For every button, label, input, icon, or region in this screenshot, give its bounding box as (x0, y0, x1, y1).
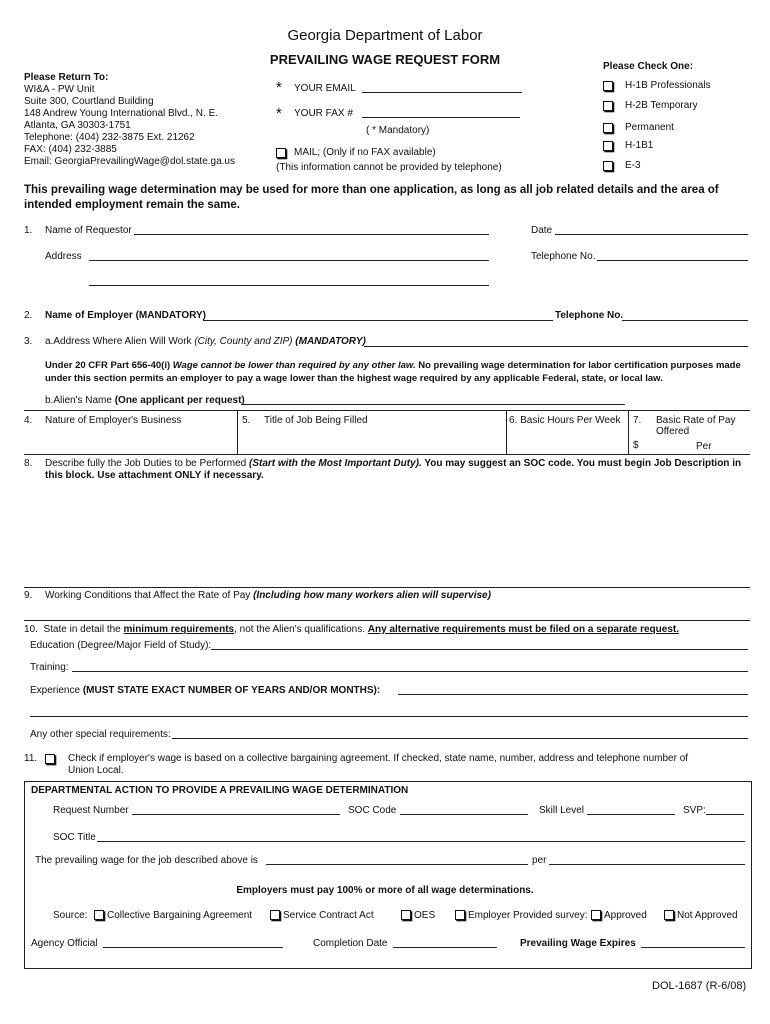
agency-official-label: Agency Official (31, 938, 98, 949)
hours-label: 6. Basic Hours Per Week (509, 415, 621, 426)
collective-bargaining-text-line-2: Union Local. (68, 765, 124, 776)
experience-label: Experience (MUST STATE EXACT NUMBER OF YEARS AND/OR MONTHS): (30, 685, 381, 696)
education-label: Education (Degree/Major Field of Study): (30, 640, 212, 651)
request-number-label: Request Number (53, 805, 129, 816)
return-line: Atlanta, GA 30303-1751 (24, 120, 131, 131)
job-title-label: Title of Job Being Filled (264, 415, 368, 426)
training-label: Training: (30, 662, 69, 673)
requestor-telephone-field[interactable] (597, 260, 748, 261)
wage-expires-field[interactable] (641, 947, 745, 948)
svp-label: SVP: (683, 805, 706, 816)
other-requirements-field[interactable] (172, 738, 748, 739)
source-service-contract[interactable]: Service Contract Act (270, 910, 374, 921)
return-line: WI&A - PW Unit (24, 84, 95, 95)
address-field-line-2[interactable] (89, 285, 489, 286)
employer-telephone-label: Telephone No. (555, 310, 624, 321)
cfr-notice-line-1: Under 20 CFR Part 656-40(i) Wage cannot be lower than required by any other law. No prevailing wage determination for labor certification purposes made (45, 360, 741, 371)
job-duties-area[interactable] (24, 483, 750, 583)
section-11-number: 11. (24, 753, 38, 764)
cfr-notice-line-2: under this section permits an employer to pay a wage lower than the highest wage required by any applicable Federal, state, or local law. (45, 373, 663, 384)
survey-not-approved[interactable]: Not Approved (664, 910, 738, 921)
soc-code-field[interactable] (400, 814, 528, 815)
box-divider (506, 410, 507, 454)
requestor-field[interactable] (134, 234, 489, 235)
address-field[interactable] (89, 260, 489, 261)
section-3-number: 3. (24, 336, 33, 347)
section-1-number: 1. (24, 225, 33, 236)
section-2-number: 2. (24, 310, 33, 321)
wage-per-field[interactable] (549, 864, 745, 865)
employer-label: Name of Employer (MANDATORY) (45, 310, 206, 321)
return-line: Email: GeorgiaPrevailingWage@dol.state.ga.us (24, 156, 235, 167)
completion-date-field[interactable] (393, 947, 497, 948)
dollar-sign: $ (633, 440, 639, 451)
box-divider (237, 410, 238, 454)
email-label: YOUR EMAIL (294, 83, 356, 94)
request-number-field[interactable] (132, 814, 340, 815)
h1b-checkbox[interactable] (603, 81, 613, 91)
prevailing-wage-label: The prevailing wage for the job described above is (35, 855, 258, 866)
experience-field-line-2[interactable] (30, 716, 748, 717)
section-10-instructions: 10. State in detail the minimum requirements, not the Alien's qualifications. Any alternative requirements must be filed on a separate request. (24, 624, 680, 635)
return-line: 148 Andrew Young International Blvd., N. E. (24, 108, 219, 119)
soc-title-field[interactable] (97, 841, 745, 842)
soc-code-label: SOC Code (348, 805, 397, 816)
box-divider (628, 410, 629, 454)
date-label: Date (531, 225, 553, 236)
alien-name-label: b.Alien's Name (One applicant per request) (45, 395, 245, 406)
h1b1-label: H-1B1 (625, 140, 654, 151)
agency-title: Georgia Department of Labor (287, 27, 483, 44)
section-8-number: 8. (24, 458, 33, 469)
requestor-telephone-label: Telephone No. (531, 251, 596, 262)
return-line: Telephone: (404) 232-3875 Ext. 21262 (24, 132, 195, 143)
wage-expires-label: Prevailing Wage Expires (520, 938, 636, 949)
rate-per-label: Per (696, 441, 712, 452)
mandatory-note: ( * Mandatory) (366, 125, 430, 136)
alien-name-field[interactable] (241, 404, 625, 405)
return-address-block (24, 72, 235, 168)
h2b-label: H-2B Temporary (625, 100, 698, 111)
permanent-label: Permanent (625, 122, 674, 133)
fax-label: YOUR FAX # (294, 108, 353, 119)
form-title: PREVAILING WAGE REQUEST FORM (269, 52, 501, 67)
payment-notice: Employers must pay 100% or more of all wage determinations. (236, 885, 534, 896)
rate-label: Basic Rate of Pay (656, 415, 736, 426)
box-bottom-rule (24, 454, 750, 455)
departmental-heading: DEPARTMENTAL ACTION TO PROVIDE A PREVAILING WAGE DETERMINATION (31, 785, 409, 796)
work-address-label: a.Address Where Alien Will Work (City, County and ZIP) (MANDATORY) (45, 336, 366, 347)
h1b1-checkbox[interactable] (603, 141, 613, 151)
collective-bargaining-checkbox[interactable] (45, 754, 55, 764)
employer-field[interactable] (203, 320, 553, 321)
section-9-top-rule (24, 587, 750, 588)
skill-level-field[interactable] (587, 814, 675, 815)
email-field[interactable] (362, 92, 522, 93)
other-requirements-label: Any other special requirements: (30, 729, 171, 740)
source-collective-bargaining[interactable]: Collective Bargaining Agreement (94, 910, 252, 921)
business-label: Nature of Employer's Business (45, 415, 182, 426)
mail-checkbox[interactable] (276, 148, 286, 158)
section-7-number: 7. (633, 415, 642, 426)
mandatory-star: * (276, 79, 282, 96)
source-label: Source: (53, 910, 88, 921)
section-4-number: 4. (24, 415, 33, 426)
education-field[interactable] (211, 649, 748, 650)
mail-note: (This information cannot be provided by telephone) (276, 162, 502, 173)
section-5-number: 5. (242, 415, 251, 426)
checkbox-icon[interactable] (401, 910, 411, 920)
agency-official-field[interactable] (103, 947, 283, 948)
employer-telephone-field[interactable] (622, 320, 748, 321)
check-one-heading: Please Check One: (603, 61, 694, 72)
collective-bargaining-text: Check if employer's wage is based on a collective bargaining agreement. If checked, state name, number, address and telephone number of (68, 753, 689, 764)
checkbox-icon[interactable] (455, 910, 465, 920)
h2b-checkbox[interactable] (603, 101, 613, 111)
mail-label: MAIL; (Only if no FAX available) (294, 147, 436, 158)
working-conditions-area[interactable] (24, 603, 750, 620)
requestor-label: Name of Requestor (45, 225, 132, 236)
date-field[interactable] (555, 234, 748, 235)
checkbox-icon[interactable] (591, 910, 601, 920)
wage-per-label: per (532, 855, 547, 866)
h1b-label: H-1B Professionals (625, 80, 711, 91)
source-oes[interactable]: OES (401, 910, 435, 921)
prevailing-wage-field[interactable] (266, 864, 528, 865)
address-label: Address (45, 251, 82, 262)
return-line: Suite 300, Courtland Building (24, 96, 154, 107)
checkbox-icon[interactable] (94, 910, 104, 920)
completion-date-label: Completion Date (313, 938, 388, 949)
working-conditions-label: Working Conditions that Affect the Rate of Pay (Including how many workers alien will supervise) (45, 590, 491, 601)
e3-checkbox[interactable] (603, 161, 613, 171)
job-duties-label: Describe fully the Job Duties to be Performed (Start with the Most Important Duty). You may suggest an SOC code. You must begin Job Description in (45, 458, 742, 469)
skill-level-label: Skill Level (539, 805, 585, 816)
form-number: DOL-1687 (R-6/08) (652, 980, 747, 992)
intro-text: This prevailing wage determination may be used for more than one application, as long as all job related details and the area of intended employment remain the same. (24, 184, 719, 211)
section-10-top-rule (24, 620, 750, 621)
fax-field[interactable] (362, 117, 520, 118)
checkbox-icon[interactable] (270, 910, 280, 920)
e3-label: E-3 (625, 160, 641, 171)
work-address-field[interactable] (364, 346, 748, 347)
job-duties-label-line-2: this block. Use attachment ONLY if necessary. (45, 470, 264, 481)
checkbox-icon[interactable] (664, 910, 674, 920)
soc-title-label: SOC Title (53, 832, 96, 843)
permanent-checkbox[interactable] (603, 123, 613, 133)
mandatory-star: * (276, 105, 282, 122)
source-employer-survey[interactable]: Employer Provided survey: (455, 910, 588, 921)
section-9-number: 9. (24, 590, 33, 601)
return-line: FAX: (404) 232-3885 (24, 144, 117, 155)
rate-label-offered: Offered (656, 426, 690, 437)
survey-approved[interactable]: Approved (591, 910, 647, 921)
box-top-rule (24, 410, 750, 411)
training-field[interactable] (72, 671, 748, 672)
return-heading: Please Return To: (24, 72, 109, 83)
svp-field[interactable] (706, 814, 744, 815)
experience-field[interactable] (398, 694, 748, 695)
